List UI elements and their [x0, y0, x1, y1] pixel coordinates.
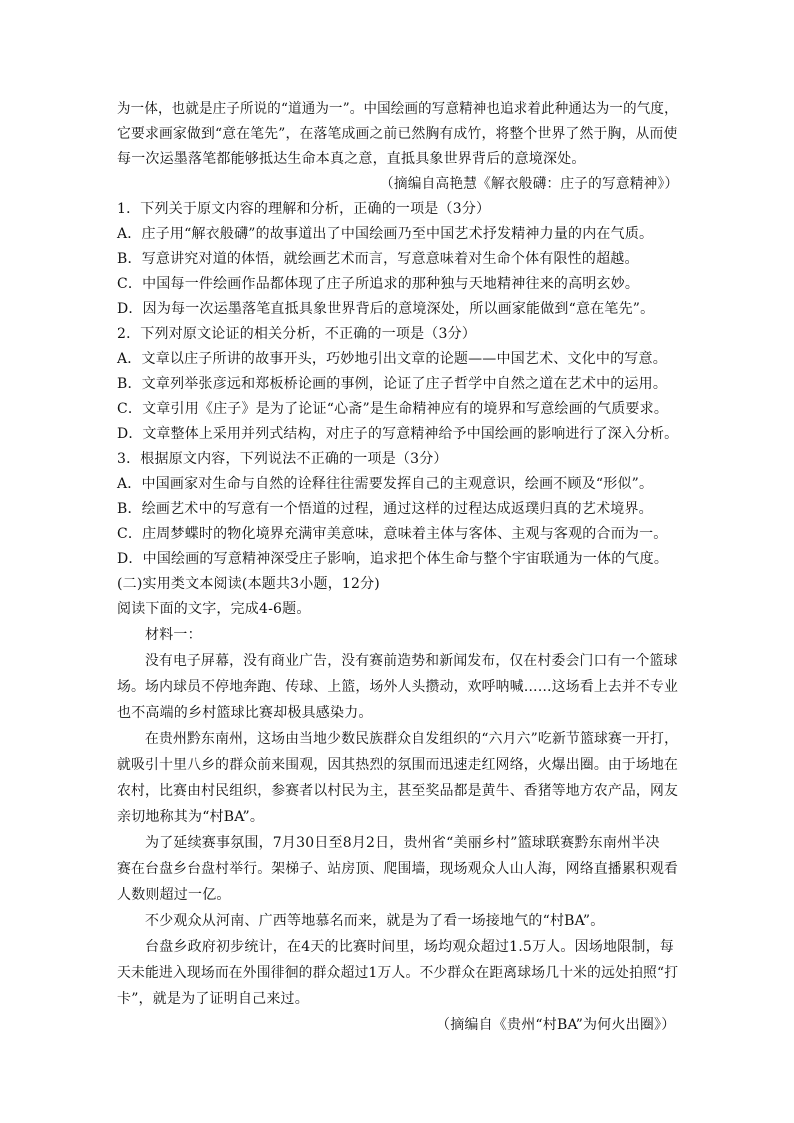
- material-line: 台盘乡政府初步统计，在4天的比赛时间里，场均观众超过1.5万人。因场地限制，每: [145, 939, 674, 955]
- question-option: D．文章整体上采用并列式结构，对庄子的写意精神给予中国绘画的影响进行了深入分析。: [117, 426, 679, 442]
- material-line: 就吸引十里八乡的群众前来围观，因其热烈的氛围而迅速走红网络，火爆出圈。由于场地在: [117, 757, 679, 773]
- question-option: B．写意讲究对道的体悟，就绘画艺术而言，写意意味着对生命个体有限性的超越。: [117, 251, 639, 267]
- question-option: C．文章引用《庄子》是为了论证“心斋”是生命精神应有的境界和写意绘画的气质要求。: [117, 401, 669, 417]
- question-stem: 1．下列关于原文内容的理解和分析，正确的一项是（3分）: [117, 201, 491, 217]
- question-option: A．中国画家对生命与自然的诠释往往需要发挥自己的主观意识，绘画不顾及“形似”。: [117, 476, 654, 492]
- question-option: B．文章列举张彦远和郑板桥论画的事例，论证了庄子哲学中自然之道在艺术中的运用。: [117, 376, 668, 392]
- material-line: 人数则超过一亿。: [117, 887, 231, 903]
- material-line: 在贵州黔东南州，这场由当地少数民族群众自发组织的“六月六”吃新节篮球赛一开打，: [145, 731, 679, 747]
- material-line: 没有电子屏幕，没有商业广告，没有赛前造势和新闻发布，仅在村委会门口有一个篮球: [145, 653, 678, 669]
- passage-line: 它要求画家做到“意在笔先”，在落笔成画之前已然胸有成竹，将整个世界了然于胸，从而使: [117, 126, 678, 142]
- question-option: A．文章以庄子所讲的故事开头，巧妙地引出文章的论题——中国艺术、文化中的写意。: [117, 351, 667, 367]
- section-heading: (二)实用类文本阅读(本题共3小题，12分): [117, 576, 380, 592]
- material-line: 卡”，就是为了证明自己来过。: [117, 991, 309, 1007]
- material-line: 也不高端的乡村篮球比赛却极具感染力。: [117, 705, 373, 721]
- material-line: 天未能进入现场而在外围徘徊的群众超过1万人。不少群众在距离球场几十米的远处拍照“打: [117, 965, 679, 981]
- passage-source: （摘编自高艳慧《解衣般礴：庄子的写意精神》）: [380, 176, 679, 192]
- question-option: C．庄周梦蝶时的物化境界充满审美意味，意味着主体与客体、主观与客观的合而为一。: [117, 526, 668, 542]
- material-line: 不少观众从河南、广西等地慕名而来，就是为了看一场接地气的“村BA”。: [145, 913, 605, 929]
- question-stem: 2．下列对原文论证的相关分析，不正确的一项是（3分）: [117, 326, 477, 342]
- question-option: D．因为每一次运墨落笔直抵具象世界背后的意境深处，所以画家能做到“意在笔先”。: [117, 301, 655, 317]
- question-option: A．庄子用“解衣般礴”的故事道出了中国绘画乃至中国艺术抒发精神力量的内在气质。: [117, 226, 654, 242]
- material-line: 为了延续赛事氛围，7月30日至8月2日，贵州省“美丽乡村”篮球联赛黔东南州半决: [145, 835, 660, 851]
- material-line: 场。场内球员不停地奔跑、传球、上篮，场外人头攒动，欢呼呐喊……这场看上去并不专业: [117, 679, 679, 695]
- material-line: 亲切地称其为“村BA”。: [117, 809, 265, 825]
- question-option: D．中国绘画的写意精神深受庄子影响，追求把个体生命与整个宇宙联通为一体的气度。: [117, 551, 669, 567]
- passage-line: 每一次运墨落笔都能够抵达生命本真之意，直抵具象世界背后的意境深处。: [117, 151, 586, 167]
- section-instruction: 阅读下面的文字，完成4-6题。: [117, 601, 311, 617]
- question-option: C．中国每一件绘画作品都体现了庄子所追求的那种独与天地精神往来的高明玄妙。: [117, 276, 640, 292]
- material-line: 赛在台盘乡台盘村举行。架梯子、站房顶、爬围墙，现场观众人山人海，网络直播累积观看: [117, 861, 679, 877]
- passage-line: 为一体，也就是庄子所说的“道通为一”。中国绘画的写意精神也追求着此种通达为一的气度，: [117, 101, 678, 117]
- question-stem: 3．根据原文内容，下列说法不正确的一项是（3分）: [117, 451, 448, 467]
- material-line: 农村，比赛由村民组织，参赛者以村民为主，甚至奖品都是黄牛、香猪等地方农产品，网友: [117, 783, 679, 799]
- material-source: （摘编自《贵州“村BA”为何火出圈》）: [436, 1017, 676, 1033]
- material-label: 材料一：: [145, 627, 202, 643]
- question-option: B．绘画艺术中的写意有一个悟道的过程，通过这样的过程达成返璞归真的艺术境界。: [117, 501, 653, 517]
